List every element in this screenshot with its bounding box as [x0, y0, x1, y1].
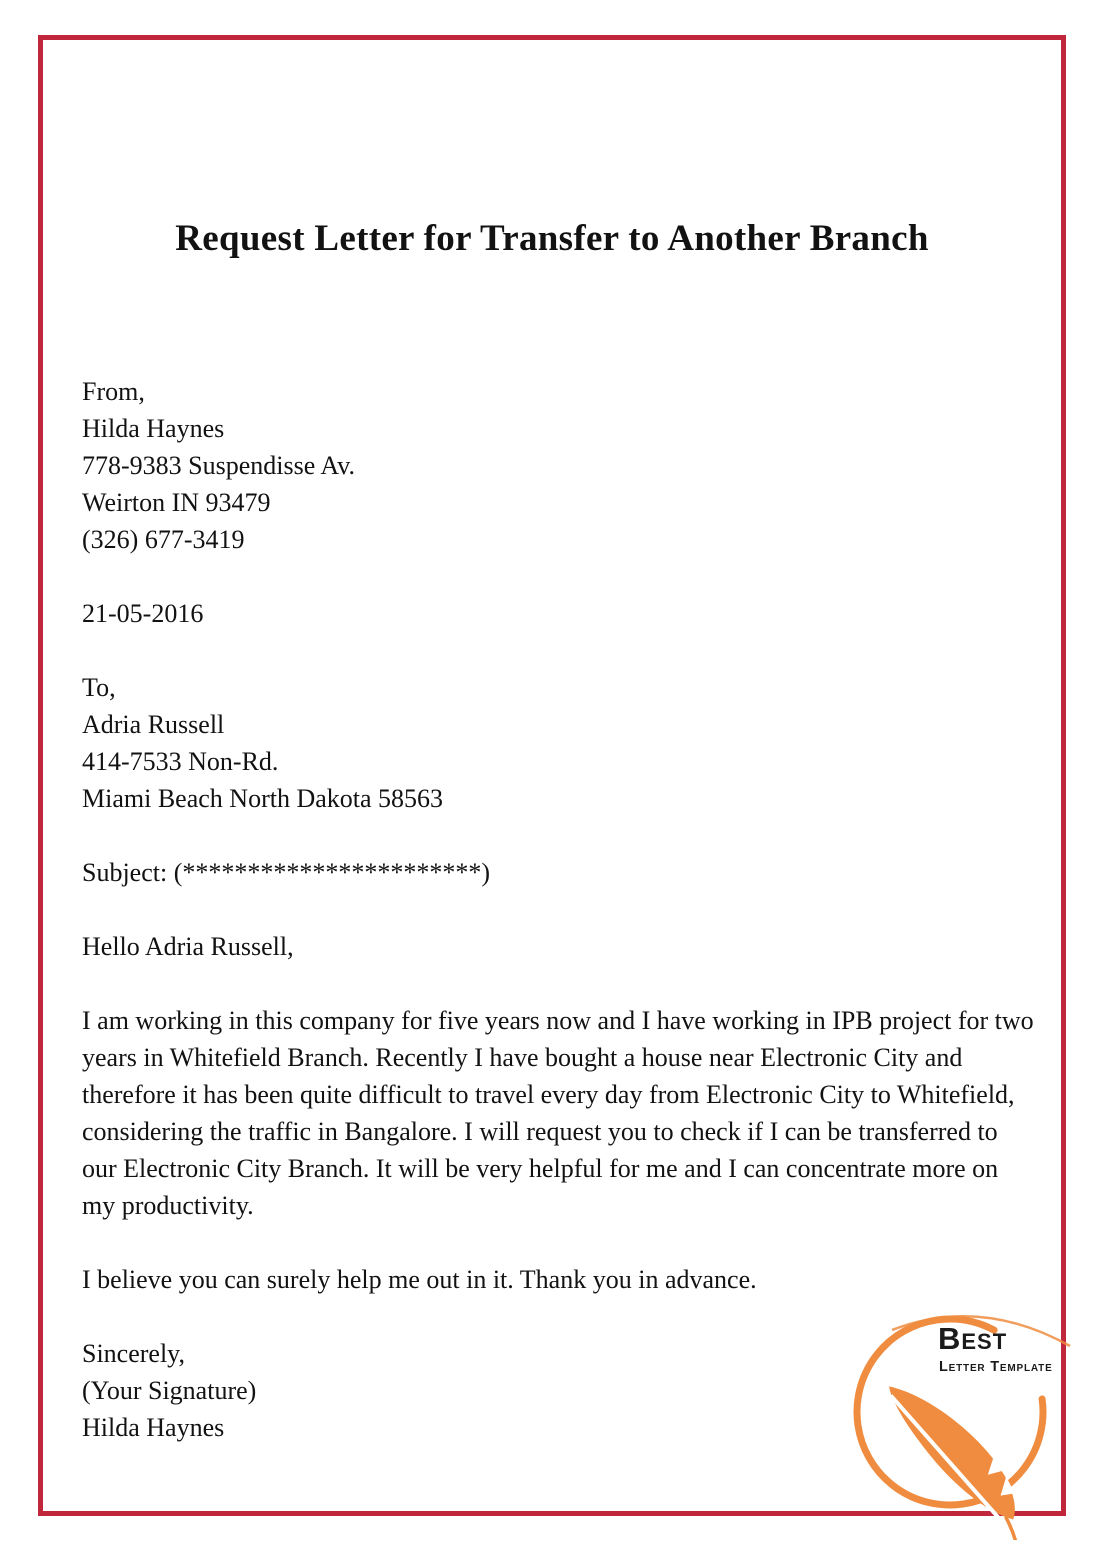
subject-line [82, 854, 1034, 891]
letter-title: Request Letter for Transfer to Another Branch [175, 217, 929, 259]
from-city: Weirton IN 93479 [82, 488, 271, 517]
greeting-text: Hello Adria Russell, [82, 932, 294, 961]
to-label: To, [82, 673, 116, 702]
logo-brand-tagline: Letter Template [939, 1359, 1053, 1375]
from-street: 778-9383 Suspendisse Av. [82, 451, 355, 480]
best-letter-template-logo [840, 1290, 1085, 1540]
date-block [82, 595, 1034, 632]
signature-name: Hilda Haynes [82, 1413, 225, 1442]
to-city: Miami Beach North Dakota 58563 [82, 784, 444, 813]
page-border [38, 35, 1066, 1516]
logo-brand-name: Best [938, 1321, 1008, 1356]
to-block [82, 669, 1034, 817]
to-name: Adria Russell [82, 710, 225, 739]
greeting-line [82, 928, 1034, 965]
signoff-text: Sincerely, [82, 1339, 185, 1368]
signature-placeholder: (Your Signature) [82, 1376, 257, 1405]
to-street: 414-7533 Non-Rd. [82, 747, 279, 776]
body-paragraph: I am working in this company for five years now and I have working in IPB project for two years in Whitefield Branch. Recently I have bought a house near Electronic City and therefore it has been quite difficult to travel every day from Electronic City to Whitefield, considering the traffic in Bangalore. I will request you to check if I can be transferred to our Electronic City Branch. It will be very helpful for me and I can concentrate more on my productivity. [82, 1006, 1034, 1220]
from-label: From, [82, 377, 145, 406]
from-phone: (326) 677-3419 [82, 525, 245, 554]
closing-paragraph: I believe you can surely help me out in it. Thank you in advance. [82, 1265, 757, 1294]
from-name: Hilda Haynes [82, 414, 225, 443]
letter-date: 21-05-2016 [82, 599, 204, 628]
subject-text: Subject: (***********************) [82, 858, 491, 887]
from-block [82, 373, 1034, 558]
